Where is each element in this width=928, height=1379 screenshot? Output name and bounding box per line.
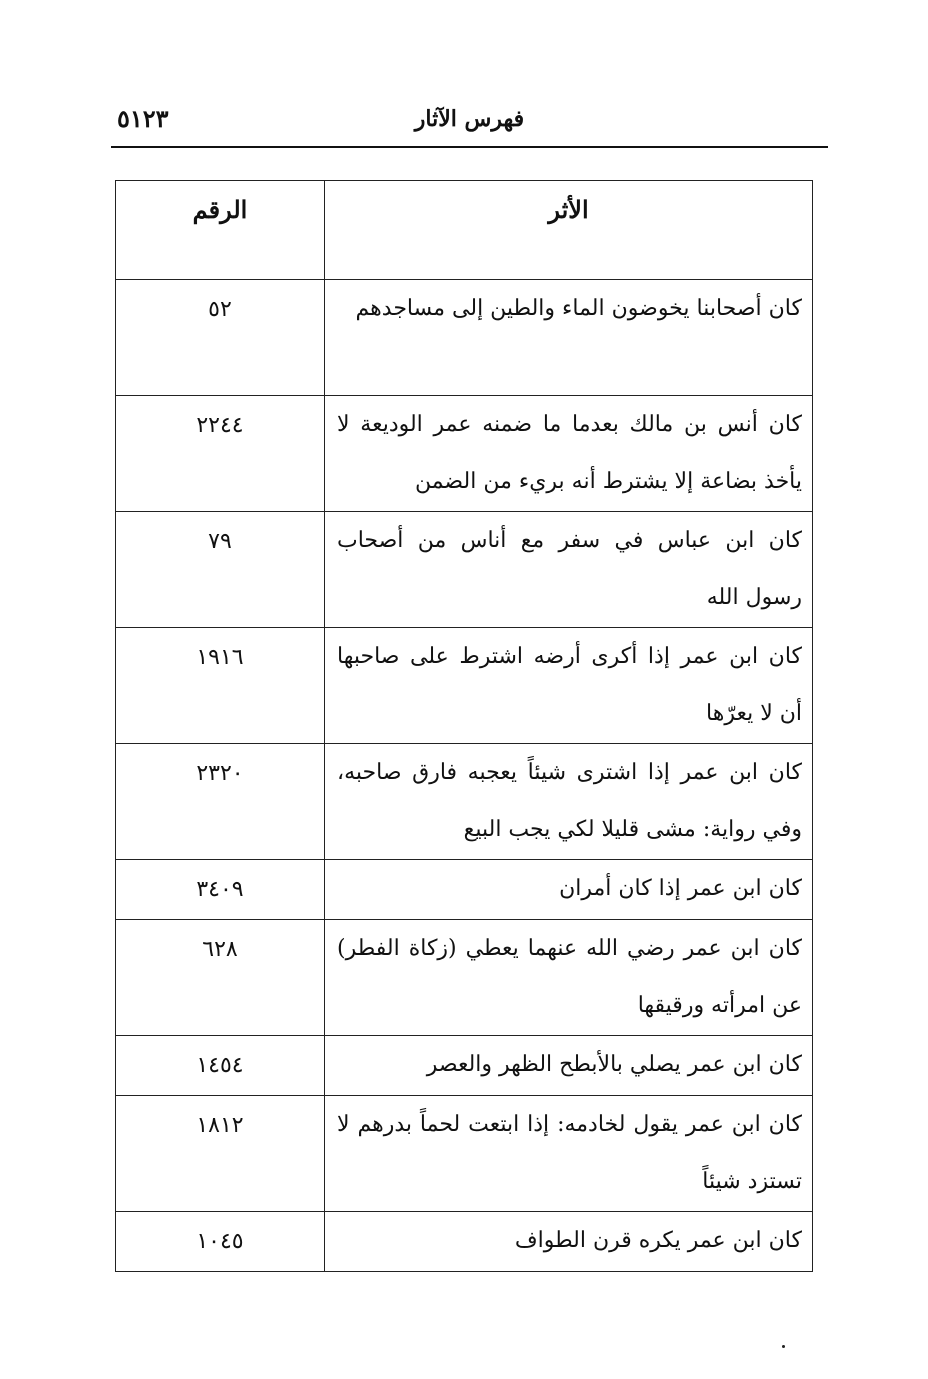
table-row xyxy=(116,628,813,744)
table-row xyxy=(116,396,813,512)
athar-text: كان ابن عمر إذا اشترى شيئاً يعجبه فارق صاحبه، وفي رواية: مشى قليلا لكي يجب البيع xyxy=(325,744,813,860)
athar-text: كان ابن عمر يصلي بالأبطح الظهر والعصر xyxy=(325,1036,813,1096)
athar-number: ٦٢٨ xyxy=(116,920,325,1036)
page-title: فهرس الآثار xyxy=(414,106,525,132)
athar-text: كان ابن عباس في سفر مع أناس من أصحاب رسول الله xyxy=(325,512,813,628)
page-speck xyxy=(782,1345,785,1348)
athar-number: ١٤٥٤ xyxy=(116,1036,325,1096)
table-header-row xyxy=(116,181,813,280)
page-header xyxy=(111,100,828,148)
athar-number: ٧٩ xyxy=(116,512,325,628)
table-row xyxy=(116,1212,813,1272)
table-body xyxy=(116,280,813,1272)
athar-text: كان ابن عمر يكره قرن الطواف xyxy=(325,1212,813,1272)
table-row xyxy=(116,280,813,396)
table-row xyxy=(116,512,813,628)
athar-number: ١٨١٢ xyxy=(116,1096,325,1212)
athar-text: كان ابن عمر إذا أكرى أرضه اشترط على صاحبها أن لا يعرّها xyxy=(325,628,813,744)
athar-number: ٢٣٢٠ xyxy=(116,744,325,860)
athar-number: ١٠٤٥ xyxy=(116,1212,325,1272)
athar-index-table xyxy=(115,180,813,1272)
athar-text: كان ابن عمر رضي الله عنهما يعطي (زكاة الفطر) عن امرأته ورقيقها xyxy=(325,920,813,1036)
athar-number: ١٩١٦ xyxy=(116,628,325,744)
column-header-athar: الأثر xyxy=(325,181,813,280)
athar-text: كان أنس بن مالك بعدما ما ضمنه عمر الوديعة لا يأخذ بضاعة إلا يشترط أنه بريء من الضمن xyxy=(325,396,813,512)
table-row xyxy=(116,920,813,1036)
athar-number: ٢٢٤٤ xyxy=(116,396,325,512)
athar-text: كان ابن عمر إذا كان أمران xyxy=(325,860,813,920)
athar-text: كان ابن عمر يقول لخادمه: إذا ابتعت لحماً بدرهم لا تستزد شيئاً xyxy=(325,1096,813,1212)
athar-number: ٥٢ xyxy=(116,280,325,396)
column-header-number: الرقم xyxy=(116,181,325,280)
page-number: ٥١٢٣ xyxy=(117,104,169,133)
table-row xyxy=(116,860,813,920)
table-row xyxy=(116,744,813,860)
table-row xyxy=(116,1036,813,1096)
table-row xyxy=(116,1096,813,1212)
athar-text: كان أصحابنا يخوضون الماء والطين إلى مساجدهم xyxy=(325,280,813,396)
athar-number: ٣٤٠٩ xyxy=(116,860,325,920)
